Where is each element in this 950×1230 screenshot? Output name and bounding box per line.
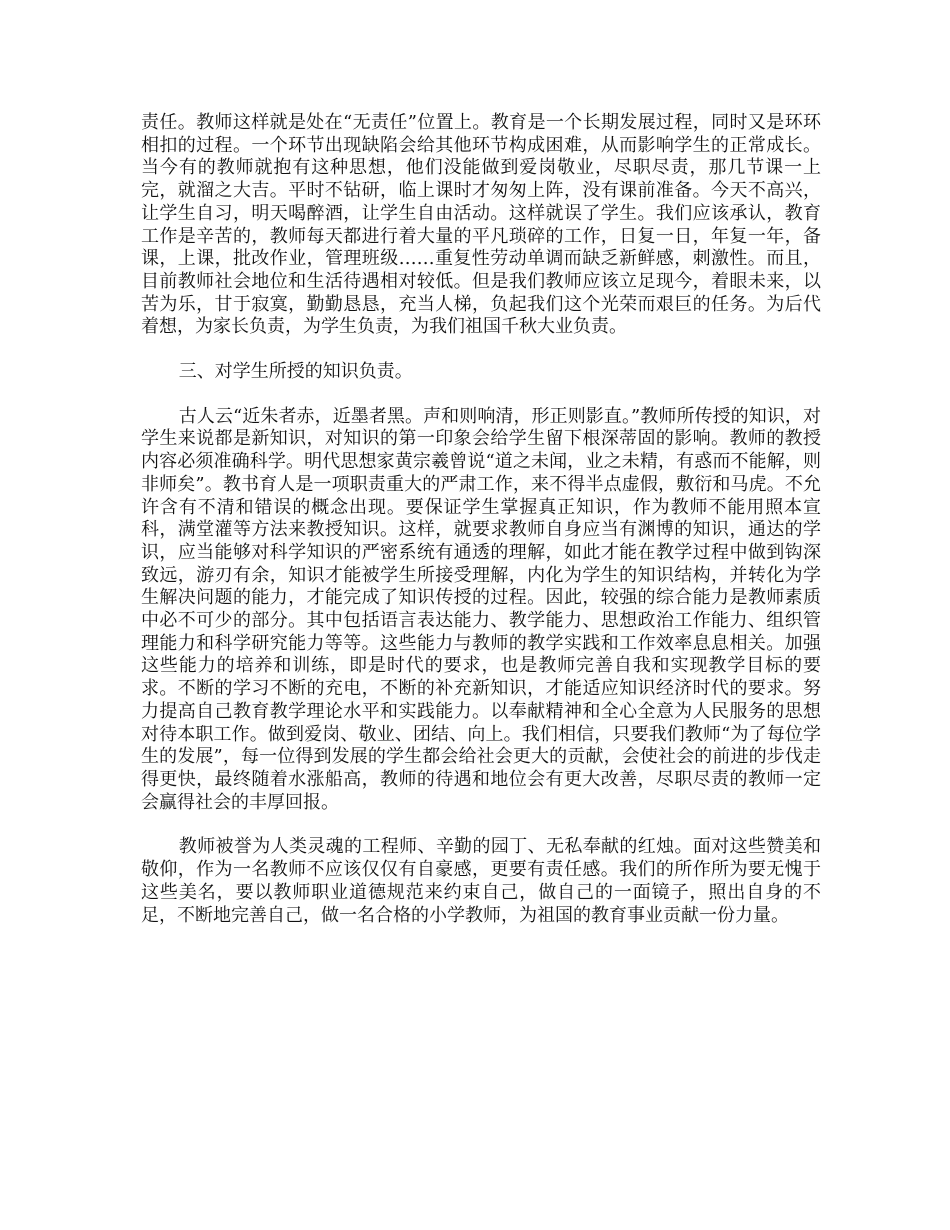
paragraph-conclusion: 教师被誉为人类灵魂的工程师、辛勤的园丁、无私奉献的红烛。面对这些赞美和敬仰，作为一名教师不应该仅仅有自豪感，更要有责任感。我们的所作所为要无愧于这些美名，要以教师职业道德规范来约束自己，做自己的一面镜子，照出自身的不足，不断地完善自己，做一名合格的小学教师，为祖国的教育事业贡献一份力量。: [141, 836, 821, 926]
paragraph-knowledge: 古人云“近朱者赤，近墨者黑。声和则响清，形正则影直。”教师所传授的知识，对学生来说都是新知识，对知识的第一印象会给学生留下根深蒂固的影响。教师的教授内容必须准确科学。明代思想家黄宗羲曾说“道之未闻，业之未精，有惑而不能解，则非师矣”。教书育人是一项职责重大的严肃工作，来不得半点虚假，敷衍和马虎。不允许含有不清和错误的概念出现。要保证学生掌握真正知识，作为教师不能用照本宣科，满堂灌等方法来教授知识。这样，就要求教师自身应当有渊博的知识，通达的学识，应当能够对科学知识的严密系统有通透的理解，如此才能在教学过程中做到钩深致远，游刃有余，知识才能被学生所接受理解，内化为学生的知识结构，并转化为学生解决问题的能力，才能完成了知识传授的过程。因此，较强的综合能力是教师素质中必不可少的部分。其中包括语言表达能力、教学能力、思想政治工作能力、组织管理能力和科学研究能力等等。这些能力与教师的教学实践和工作效率息息相关。加强这些能力的培养和训练，即是时代的要求，也是教师完善自我和实现教学目标的要求。不断的学习不断的充电，不断的补充新知识，才能适应知识经济时代的要求。努力提高自己教育教学理论水平和实践能力。以奉献精神和全心全意为人民服务的思想对待本职工作。做到爱岗、敬业、团结、向上。我们相信，只要我们教师“为了每位学生的发展”，每一位得到发展的学生都会给社会更大的贡献，会使社会的前进的步伐走得更快，最终随着水涨船高，教师的待遇和地位会有更大改善，尽职尽责的教师一定会赢得社会的丰厚回报。: [141, 405, 821, 813]
section-heading: 三、对学生所授的知识负责。: [178, 361, 413, 383]
document-page: [141, 112, 821, 949]
paragraph-continuation: 责任。教师这样就是处在“无责任”位置上。教育是一个长期发展过程，同时又是环环相扣的过程。一个环节出现缺陷会给其他环节构成困难，从而影响学生的正常成长。当今有的教师就抱有这种思想，他们没能做到爱岗敬业，尽职尽责，那几节课一上完，就溜之大吉。平时不钻研，临上课时才匆匆上阵，没有课前准备。今天不高兴，让学生自习，明天喝醉酒，让学生自由活动。这样就误了学生。我们应该承认，教育工作是辛苦的，教师每天都进行着大量的平凡琐碎的工作，日复一日，年复一年，备课，上课，批改作业，管理班级……重复性劳动单调而缺乏新鲜感，刺激性。而且，目前教师社会地位和生活待遇相对较低。但是我们教师应该立足现今，着眼未来，以苦为乐，甘于寂寞，勤勤恳恳，充当人梯，负起我们这个光荣而艰巨的任务。为后代着想，为家长负责，为学生负责，为我们祖国千秋大业负责。: [141, 112, 821, 338]
